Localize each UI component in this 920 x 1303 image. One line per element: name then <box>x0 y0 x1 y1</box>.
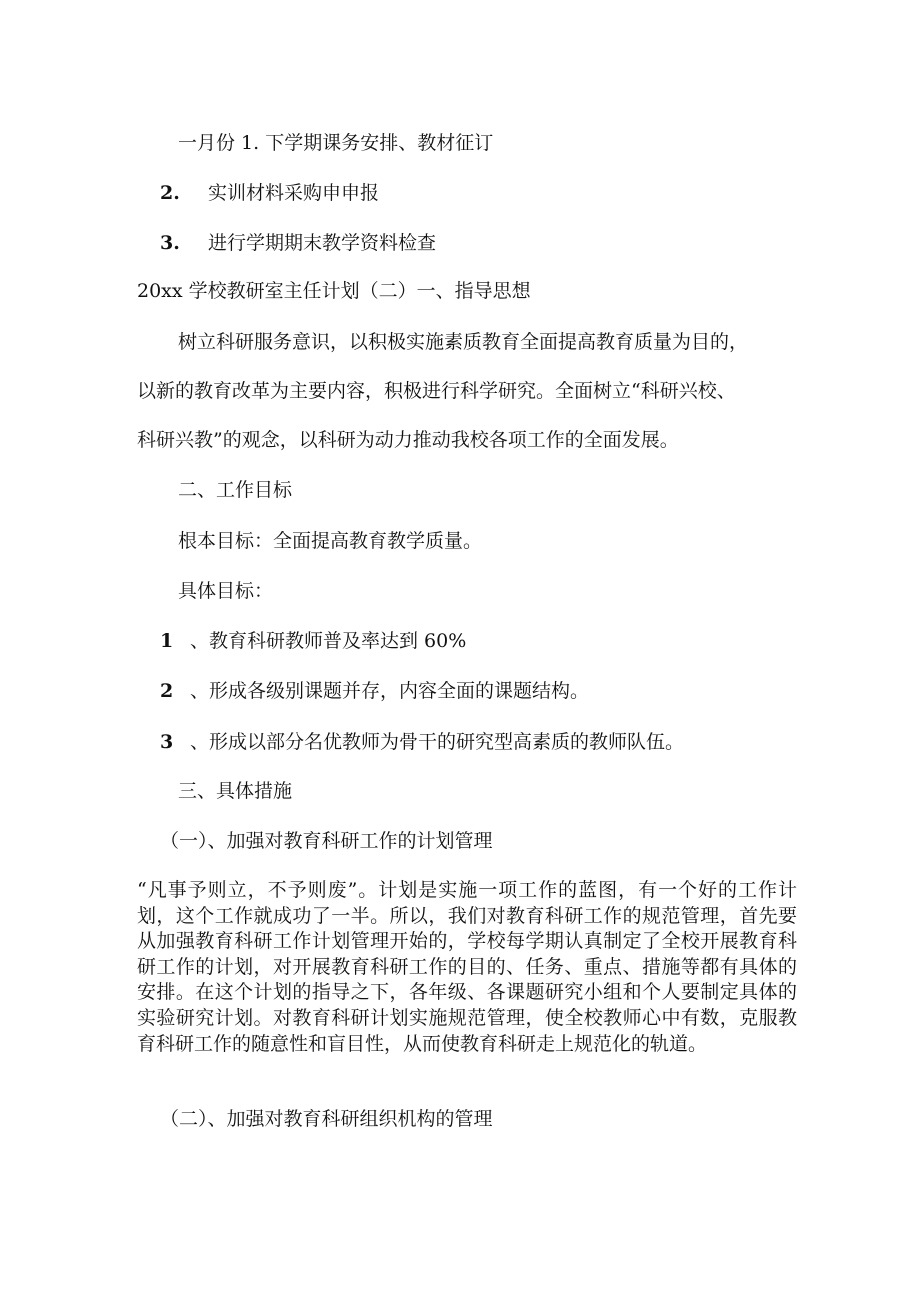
basic-goal: 根本目标：全面提高教育教学质量。 <box>178 530 483 552</box>
goal-1-number: 1 <box>160 630 174 652</box>
planning-paragraph: “凡事予则立，不予则废”。计划是实施一项工作的蓝图，有一个好的工作计划，这个工作就成功了一半。所以，我们对教育科研工作的规范管理，首先要从加强教育科研工作计划管理开始的，学校每学期认真制定了全校开展教育科研工作的计划，对开展教育科研工作的目的、任务、重点、措施等都有具体的安排。在这个计划的指导之下，各年级、各课题研究小组和个人要制定具体的实验研究计划。对教育科研计划实施规范管理，使全校教师心中有数，克服教育科研工作的随意性和盲目性，从而使教育科研走上规范化的轨道。 <box>137 879 797 1055</box>
specific-goal-label: 具体目标： <box>178 580 274 602</box>
item-2-number: 2. <box>160 182 180 204</box>
goal-1-text: 、教育科研教师普及率达到 60% <box>190 630 467 652</box>
goal-2-text: 、形成各级别课题并存，内容全面的课题结构。 <box>190 680 590 702</box>
january-line: 一月份 1. 下学期课务安排、教材征订 <box>178 132 494 154</box>
item-3-number: 3. <box>160 232 180 254</box>
section-3-heading: 三、具体措施 <box>178 780 293 802</box>
subsection-2-heading: （二）、加强对教育科研组织机构的管理 <box>160 1108 493 1130</box>
para1-line-1: 树立科研服务意识，以积极实施素质教育全面提高教育质量为目的， <box>178 331 749 353</box>
item-2-text: 实训材料采购申申报 <box>208 182 380 204</box>
para1-line-2: 以新的教育改革为主要内容，积极进行科学研究。全面树立“科研兴校、 <box>137 380 736 402</box>
item-3-text: 进行学期期末教学资料检查 <box>208 232 437 254</box>
section-2-heading: 二、工作目标 <box>178 479 293 501</box>
plan-title: 20xx 学校教研室主任计划（二）一、指导思想 <box>137 280 531 302</box>
subsection-1-heading: （一）、加强对教育科研工作的计划管理 <box>160 830 493 852</box>
para1-line-3: 科研兴教”的观念，以科研为动力推动我校各项工作的全面发展。 <box>137 429 679 451</box>
goal-2-number: 2 <box>160 680 174 702</box>
goal-3-text: 、形成以部分名优教师为骨干的研究型高素质的教师队伍。 <box>190 731 685 753</box>
goal-3-number: 3 <box>160 731 174 753</box>
